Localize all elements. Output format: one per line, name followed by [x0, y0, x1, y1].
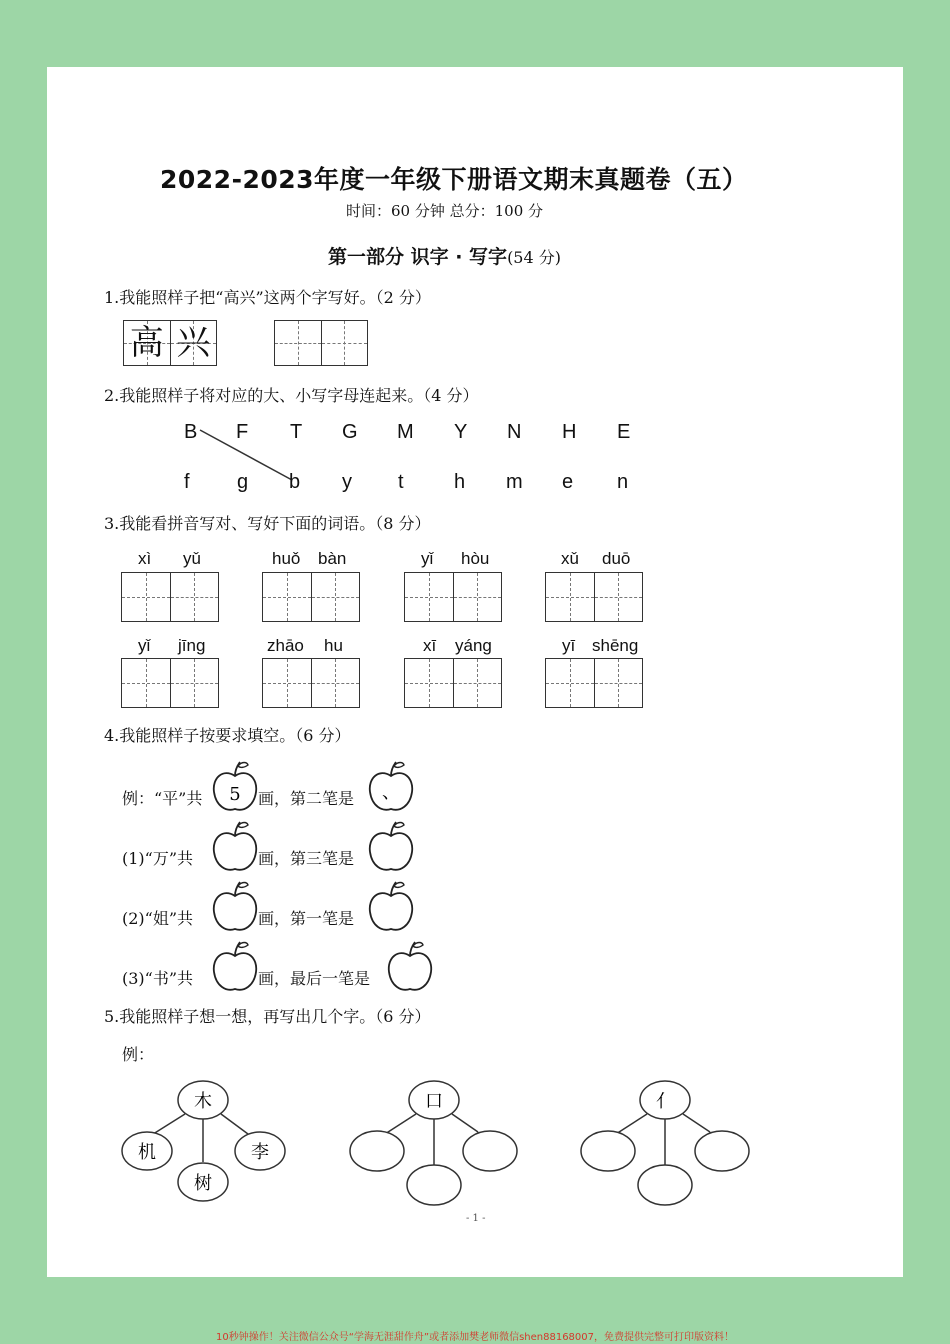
pinyin: xǔ	[561, 549, 579, 568]
answer-cell[interactable]	[595, 659, 643, 707]
pinyin: hòu	[461, 549, 490, 568]
apple-row-item-3: (3)“书”共	[122, 969, 194, 988]
page-title: 2022-2023年度一年级下册语文期末真题卷（五）	[160, 165, 748, 194]
answer-cell[interactable]	[322, 321, 368, 365]
pinyin: yǐ	[421, 549, 434, 568]
word-grid[interactable]	[404, 572, 502, 622]
upper-letter: H	[562, 421, 577, 443]
answer-node[interactable]	[463, 1131, 517, 1171]
pinyin: xī	[423, 636, 437, 655]
pinyin: yǐ	[138, 636, 151, 655]
pinyin: shēng	[592, 636, 639, 655]
item-2-middle: 画，第一笔是	[258, 909, 355, 928]
upper-letter: N	[507, 421, 522, 443]
word-grid[interactable]	[262, 572, 360, 622]
sample-char: 兴	[176, 323, 211, 363]
example-middle: 画，第二笔是	[258, 789, 355, 808]
footer-notice: 10秒钟操作！关注微信公众号“学海无涯甜作舟”或者添加樊老师微信shen88168007，免费提供完整可打印版资料！	[215, 1332, 735, 1343]
apple-icon[interactable]	[367, 878, 417, 934]
tree-blank	[350, 1081, 517, 1205]
question-5: 5.我能照样子想一想，再写出几个字。（6 分）	[104, 1007, 431, 1026]
lower-letter: y	[342, 471, 352, 493]
leaf-char: 机	[138, 1142, 156, 1163]
page-number: - 1 -	[466, 1213, 486, 1224]
answer-cell[interactable]	[171, 659, 219, 707]
item-1-middle: 画，第三笔是	[258, 849, 355, 868]
answer-node[interactable]	[695, 1131, 749, 1171]
upper-letter: B	[184, 421, 198, 443]
upper-letter: Y	[454, 421, 468, 443]
root-char: 木	[194, 1091, 212, 1112]
answer-node[interactable]	[407, 1165, 461, 1205]
sample-cell	[171, 321, 217, 365]
apple-icon[interactable]	[211, 818, 261, 874]
tree-blank	[581, 1081, 749, 1205]
upper-letter: G	[342, 421, 358, 443]
answer-cell[interactable]	[546, 573, 595, 621]
answer-cell[interactable]	[454, 573, 502, 621]
apple-icon[interactable]	[211, 938, 261, 994]
lower-letter: g	[237, 471, 249, 493]
pinyin: zhāo	[267, 636, 304, 655]
upper-letter: M	[397, 421, 414, 443]
apple-icon[interactable]	[386, 938, 436, 994]
answer-cell[interactable]	[122, 659, 171, 707]
word-grid[interactable]	[121, 658, 219, 708]
section-label: 第一部分 识字 · 写字	[328, 246, 508, 268]
pinyin: xì	[138, 549, 152, 568]
root-char: 口	[425, 1091, 443, 1112]
upper-letter: T	[290, 421, 303, 443]
answer-cell[interactable]	[171, 573, 219, 621]
word-grid[interactable]	[121, 572, 219, 622]
pinyin: yǔ	[183, 549, 201, 568]
apple-icon[interactable]	[367, 818, 417, 874]
answer-cell[interactable]	[263, 659, 312, 707]
lower-letter: e	[562, 471, 574, 493]
leaf-char: 树	[194, 1173, 212, 1194]
leaf-char: 李	[251, 1142, 269, 1163]
answer-cell[interactable]	[275, 321, 322, 365]
answer-cell[interactable]	[546, 659, 595, 707]
answer-cell[interactable]	[595, 573, 643, 621]
upper-letter: E	[617, 421, 631, 443]
apple-row-example	[122, 786, 202, 809]
sample-writing-grid	[123, 320, 217, 366]
section-points: (54 分)	[507, 248, 561, 267]
apple-icon	[367, 758, 417, 814]
pinyin: hu	[324, 636, 343, 655]
word-grid[interactable]	[404, 658, 502, 708]
pinyin: yī	[562, 636, 576, 655]
lower-letter: b	[289, 471, 301, 493]
character-trees	[100, 1070, 780, 1210]
word-grid[interactable]	[262, 658, 360, 708]
answer-node[interactable]	[638, 1165, 692, 1205]
lower-letter: h	[454, 471, 466, 493]
answer-writing-grid[interactable]	[274, 320, 368, 366]
root-char: 亻	[656, 1091, 674, 1112]
example-prefix: 例：“平”共	[122, 789, 203, 808]
stroke-shape: 、	[382, 782, 400, 803]
sample-cell	[124, 321, 171, 365]
sample-char: 高	[129, 323, 164, 363]
section-heading	[328, 242, 561, 269]
pinyin: huǒ	[272, 549, 301, 568]
apple-icon[interactable]	[211, 878, 261, 934]
word-grid[interactable]	[545, 572, 643, 622]
upper-letter: F	[236, 421, 249, 443]
pinyin: duō	[602, 549, 631, 568]
question-2: 2.我能照样子将对应的大、小写字母连起来。（4 分）	[104, 386, 479, 405]
lower-letter: n	[617, 471, 629, 493]
question-3: 3.我能看拼音写对、写好下面的词语。（8 分）	[104, 514, 431, 533]
example-label: 例：	[122, 1045, 155, 1064]
question-1: 1.我能照样子把“高兴”这两个字写好。（2 分）	[104, 288, 431, 307]
answer-cell[interactable]	[122, 573, 171, 621]
item-3-middle: 画，最后一笔是	[258, 969, 371, 988]
apple-icon	[211, 758, 261, 814]
stroke-count: 5	[229, 784, 241, 805]
answer-cell[interactable]	[454, 659, 502, 707]
lower-letter: t	[398, 471, 404, 493]
answer-cell[interactable]	[312, 659, 360, 707]
lower-letter: f	[184, 471, 190, 493]
answer-cell[interactable]	[405, 659, 454, 707]
question-4: 4.我能照样子按要求填空。（6 分）	[104, 726, 351, 745]
apple-row-item-2: (2)“姐”共	[122, 909, 194, 928]
answer-node[interactable]	[350, 1131, 404, 1171]
letter-match-line	[180, 420, 650, 500]
answer-cell[interactable]	[263, 573, 312, 621]
answer-node[interactable]	[581, 1131, 635, 1171]
word-grid[interactable]	[545, 658, 643, 708]
apple-row-item-1: (1)“万”共	[122, 849, 194, 868]
lower-letter: m	[506, 471, 523, 493]
pinyin: bàn	[318, 549, 347, 568]
pinyin: jīng	[178, 636, 206, 655]
exam-subtitle: 时间：60 分钟 总分：100 分	[346, 202, 544, 220]
tree-example	[122, 1081, 285, 1201]
pinyin: yáng	[455, 636, 492, 655]
answer-cell[interactable]	[312, 573, 360, 621]
answer-cell[interactable]	[405, 573, 454, 621]
